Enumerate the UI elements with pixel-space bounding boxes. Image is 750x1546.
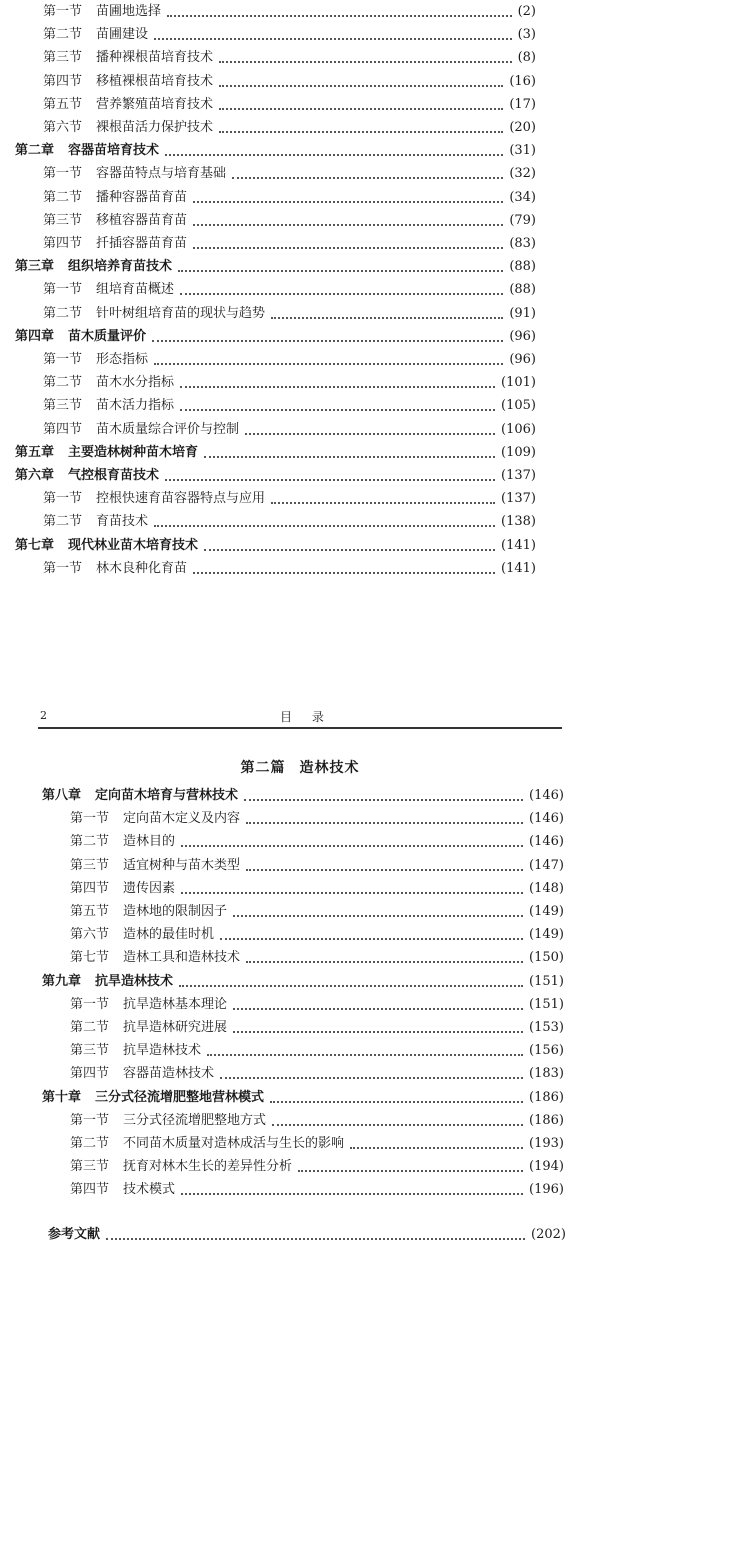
entry-page: (137) (501, 468, 536, 483)
toc-section-entry[interactable] (70, 1020, 564, 1036)
entry-title: 抗旱造林基本理论 (123, 996, 228, 1012)
entry-title: 技术模式 (123, 1182, 176, 1198)
entry-page: (151) (529, 973, 564, 989)
entry-title: 抚育对林木生长的差异性分析 (123, 1159, 293, 1175)
leader-dots (180, 293, 503, 295)
entry-number: 第五章 (15, 444, 55, 460)
entry-title: 三分式径流增肥整地营林模式 (95, 1089, 265, 1105)
entry-page: (146) (529, 834, 564, 850)
toc-section-entry[interactable] (70, 1136, 564, 1152)
leader-dots (245, 433, 495, 435)
leader-dots (219, 85, 503, 87)
leader-dots (204, 549, 495, 551)
toc-chapter-entry[interactable] (42, 1090, 564, 1106)
entry-number: 第一节 (70, 1112, 110, 1128)
entry-number: 第三节 (43, 212, 83, 228)
entry-number: 第四节 (43, 73, 83, 89)
leader-dots (271, 317, 503, 319)
leader-dots (179, 985, 523, 987)
toc-section-entry[interactable] (43, 27, 536, 43)
leader-dots (220, 1077, 523, 1079)
toc-section-entry[interactable] (70, 811, 564, 827)
entry-title: 移植裸根苗培育技术 (96, 73, 214, 89)
entry-title: 抗旱造林技术 (95, 973, 174, 989)
leader-dots (350, 1147, 523, 1149)
entry-title: 苗木质量评价 (68, 328, 147, 344)
toc-section-entry[interactable] (43, 306, 536, 322)
entry-page: (88) (509, 259, 536, 275)
entry-number: 第二节 (43, 514, 83, 530)
toc-chapter-entry[interactable] (42, 788, 564, 804)
entry-title: 定向苗木培育与营林技术 (95, 788, 239, 803)
entry-page: (147) (529, 857, 564, 873)
toc-section-entry[interactable] (43, 422, 536, 438)
toc-section-entry[interactable] (43, 4, 536, 20)
entry-number: 第四节 (70, 880, 110, 896)
toc-section-entry[interactable] (43, 491, 536, 507)
toc-section-entry[interactable] (43, 561, 536, 577)
leader-dots (220, 938, 523, 940)
entry-number: 第一节 (43, 166, 83, 182)
leader-dots (219, 61, 512, 63)
toc-section-entry[interactable] (70, 1113, 564, 1129)
entry-page: (17) (509, 96, 536, 112)
references-page: (202) (531, 1227, 566, 1242)
entry-number: 第一节 (43, 491, 83, 507)
entry-page: (196) (529, 1182, 564, 1198)
entry-title: 定向苗木定义及内容 (123, 811, 241, 827)
entry-page: (32) (509, 166, 536, 182)
leader-dots (193, 572, 495, 574)
entry-title: 造林工具和造林技术 (123, 950, 241, 966)
entry-number: 第二节 (43, 305, 83, 321)
leader-dots (246, 822, 523, 824)
leader-dots (271, 502, 495, 504)
entry-title: 不同苗木质量对造林成活与生长的影响 (123, 1136, 345, 1151)
entry-number: 第二节 (43, 375, 83, 391)
entry-number: 第十章 (42, 1089, 82, 1105)
entry-number: 第四节 (70, 1182, 110, 1198)
leader-dots (193, 247, 503, 249)
entry-title: 苗木活力指标 (96, 398, 175, 414)
entry-number: 第七节 (70, 950, 110, 966)
leader-dots (180, 409, 495, 411)
entry-page: (79) (509, 212, 536, 228)
entry-number: 第五节 (70, 904, 110, 919)
entry-number: 第七章 (15, 537, 55, 553)
entry-page: (146) (529, 788, 564, 803)
entry-page: (156) (529, 1043, 564, 1059)
toc-section-entry[interactable] (70, 1066, 564, 1082)
entry-page: (96) (509, 352, 536, 367)
entry-title: 容器苗造林技术 (123, 1066, 215, 1082)
entry-number: 第一节 (43, 560, 83, 576)
entry-number: 第一节 (43, 282, 83, 298)
entry-number: 第三节 (70, 857, 110, 873)
entry-page: (138) (501, 514, 536, 530)
entry-title: 容器苗培育技术 (68, 143, 160, 159)
leader-dots (204, 456, 495, 458)
entry-page: (194) (529, 1159, 564, 1175)
leader-dots (246, 961, 523, 963)
entry-page: (106) (501, 421, 536, 437)
entry-number: 第九章 (42, 973, 82, 989)
leader-dots (270, 1101, 523, 1103)
entry-title: 针叶树组培育苗的现状与趋势 (96, 305, 266, 321)
entry-page: (146) (529, 811, 564, 827)
entry-title: 组培育苗概述 (96, 282, 175, 298)
toc-section-entry[interactable] (70, 1043, 564, 1059)
entry-page: (148) (529, 880, 564, 896)
leader-dots (106, 1238, 525, 1240)
leader-dots (219, 131, 503, 133)
entry-title: 组织培养育苗技术 (68, 259, 173, 275)
toc-chapter-entry[interactable] (15, 259, 536, 275)
entry-number: 第四节 (70, 1066, 110, 1082)
entry-title: 林木良种化育苗 (96, 560, 188, 576)
toc-section-entry[interactable] (70, 997, 564, 1013)
entry-number: 第四章 (15, 328, 55, 344)
entry-title: 现代林业苗木培育技术 (68, 537, 199, 553)
entry-title: 造林目的 (123, 834, 176, 850)
entry-page: (3) (517, 27, 536, 43)
entry-number: 第八章 (42, 788, 82, 803)
header-rule (38, 727, 562, 729)
toc-page-1 (0, 0, 750, 590)
leader-dots (233, 915, 523, 917)
entry-title: 容器苗特点与培育基础 (96, 166, 227, 182)
entry-page: (149) (529, 904, 564, 919)
entry-number: 第三章 (15, 259, 55, 275)
leader-dots (152, 340, 503, 342)
entry-number: 第六节 (70, 927, 110, 943)
leader-dots (298, 1170, 523, 1172)
leader-dots (233, 1008, 523, 1010)
entry-page: (151) (529, 996, 564, 1012)
entry-page: (83) (509, 236, 536, 251)
leader-dots (181, 845, 523, 847)
entry-number: 第一节 (70, 811, 110, 827)
leader-dots (193, 201, 503, 203)
entry-page: (91) (509, 305, 536, 321)
leader-dots (167, 15, 512, 17)
entry-page: (20) (509, 120, 536, 135)
toc-page-2 (0, 780, 750, 1250)
part-title (0, 757, 600, 777)
leader-dots (193, 224, 503, 226)
toc-section-entry[interactable] (43, 190, 536, 206)
toc-section-entry[interactable] (70, 904, 564, 920)
entry-page: (88) (509, 282, 536, 298)
entry-number: 第六节 (43, 120, 83, 135)
toc-section-entry[interactable] (70, 927, 564, 943)
entry-title: 三分式径流增肥整地方式 (123, 1112, 267, 1128)
entry-page: (153) (529, 1020, 564, 1035)
toc-section-entry[interactable] (70, 858, 564, 874)
entry-title: 造林地的限制因子 (123, 904, 228, 919)
toc-section-entry[interactable] (43, 398, 536, 414)
entry-page: (2) (517, 4, 536, 19)
entry-number: 第六章 (15, 468, 55, 483)
entry-page: (34) (509, 189, 536, 205)
toc-section-entry[interactable] (43, 74, 536, 90)
entry-page: (149) (529, 927, 564, 943)
toc-section-entry[interactable] (43, 375, 536, 391)
entry-number: 第二节 (70, 834, 110, 850)
entry-number: 第四节 (43, 421, 83, 437)
entry-number: 第一节 (43, 352, 83, 367)
leader-dots (154, 363, 503, 365)
leader-dots (207, 1054, 523, 1056)
entry-title: 形态指标 (96, 352, 149, 367)
toc-section-entry[interactable] (43, 50, 536, 66)
leader-dots (272, 1124, 523, 1126)
toc-chapter-entry[interactable] (15, 468, 536, 484)
entry-number: 第二节 (43, 27, 83, 43)
entry-number: 第三节 (70, 1043, 110, 1059)
toc-section-entry[interactable] (43, 97, 536, 113)
leader-dots (180, 386, 495, 388)
entry-page: (186) (529, 1089, 564, 1105)
entry-title: 播种裸根苗培育技术 (96, 50, 214, 66)
toc-chapter-entry[interactable] (42, 974, 564, 990)
leader-dots (181, 1193, 523, 1195)
entry-title: 扦插容器苗育苗 (96, 236, 188, 251)
leader-dots (165, 479, 495, 481)
entry-number: 第二章 (15, 143, 55, 159)
entry-page: (183) (529, 1066, 564, 1082)
toc-section-entry[interactable] (43, 166, 536, 182)
entry-page: (101) (501, 375, 536, 391)
entry-page: (193) (529, 1136, 564, 1151)
entry-title: 控根快速育苗容器特点与应用 (96, 491, 266, 507)
toc-chapter-entry[interactable] (15, 445, 536, 461)
entry-title: 苗木质量综合评价与控制 (96, 421, 240, 437)
entry-title: 适宜树种与苗木类型 (123, 857, 241, 873)
leader-dots (154, 38, 512, 40)
leader-dots (219, 108, 503, 110)
entry-page: (186) (529, 1112, 564, 1128)
leader-dots (244, 799, 523, 801)
leader-dots (246, 869, 523, 871)
leader-dots (181, 892, 523, 894)
toc-section-entry[interactable] (43, 120, 536, 136)
entry-page: (141) (501, 537, 536, 553)
entry-number: 第二节 (70, 1136, 110, 1151)
leader-dots (154, 525, 495, 527)
toc-section-entry[interactable] (70, 881, 564, 897)
entry-page: (8) (517, 50, 536, 66)
entry-title: 苗木水分指标 (96, 375, 175, 391)
entry-title: 移植容器苗育苗 (96, 212, 188, 228)
toc-section-entry[interactable] (70, 1159, 564, 1175)
part-number: 第二篇 (240, 760, 286, 776)
entry-page: (96) (509, 328, 536, 344)
entry-number: 第三节 (43, 50, 83, 66)
entry-page: (31) (509, 143, 536, 159)
entry-number: 第一节 (43, 4, 83, 19)
toc-section-entry[interactable] (43, 352, 536, 368)
toc-section-entry[interactable] (43, 282, 536, 298)
entry-title: 育苗技术 (96, 514, 149, 530)
entry-number: 第二节 (43, 189, 83, 205)
toc-section-entry[interactable] (70, 1182, 564, 1198)
entry-title: 苗圃地选择 (96, 4, 162, 19)
toc-section-entry[interactable] (43, 213, 536, 229)
toc-chapter-entry[interactable] (15, 329, 536, 345)
entry-number: 第三节 (43, 398, 83, 414)
entry-title: 播种容器苗育苗 (96, 189, 188, 205)
entry-number: 第一节 (70, 996, 110, 1012)
leader-dots (165, 154, 503, 156)
toc-section-entry[interactable] (70, 950, 564, 966)
toc-section-entry[interactable] (70, 834, 564, 850)
entry-page: (109) (501, 444, 536, 460)
toc-chapter-entry[interactable] (15, 143, 536, 159)
entry-page: (16) (509, 73, 536, 89)
entry-title: 主要造林树种苗木培育 (68, 444, 199, 460)
entry-page: (150) (529, 950, 564, 966)
toc-section-entry[interactable] (43, 514, 536, 530)
leader-dots (232, 177, 503, 179)
references-entry[interactable] (48, 1227, 566, 1243)
entry-title: 抗旱造林研究进展 (123, 1020, 228, 1035)
toc-section-entry[interactable] (43, 236, 536, 252)
entry-title: 营养繁殖苗培育技术 (96, 96, 214, 112)
page-number: 2 (40, 709, 47, 722)
running-head: 目 录 (280, 710, 332, 724)
entry-title: 遗传因素 (123, 880, 176, 896)
entry-number: 第四节 (43, 236, 83, 251)
entry-title: 气控根育苗技术 (68, 468, 160, 483)
entry-title: 抗旱造林技术 (123, 1043, 202, 1059)
entry-number: 第二节 (70, 1020, 110, 1035)
entry-page: (105) (501, 398, 536, 414)
leader-dots (178, 270, 503, 272)
toc-chapter-entry[interactable] (15, 538, 536, 554)
entry-title: 苗圃建设 (96, 27, 149, 43)
entry-number: 第五节 (43, 96, 83, 112)
part-name: 造林技术 (299, 760, 360, 776)
entry-title: 裸根苗活力保护技术 (96, 120, 214, 135)
entry-title: 造林的最佳时机 (123, 927, 215, 943)
entry-page: (137) (501, 491, 536, 507)
entry-number: 第三节 (70, 1159, 110, 1175)
references-title: 参考文献 (48, 1227, 101, 1242)
leader-dots (233, 1031, 523, 1033)
entry-page: (141) (501, 560, 536, 576)
